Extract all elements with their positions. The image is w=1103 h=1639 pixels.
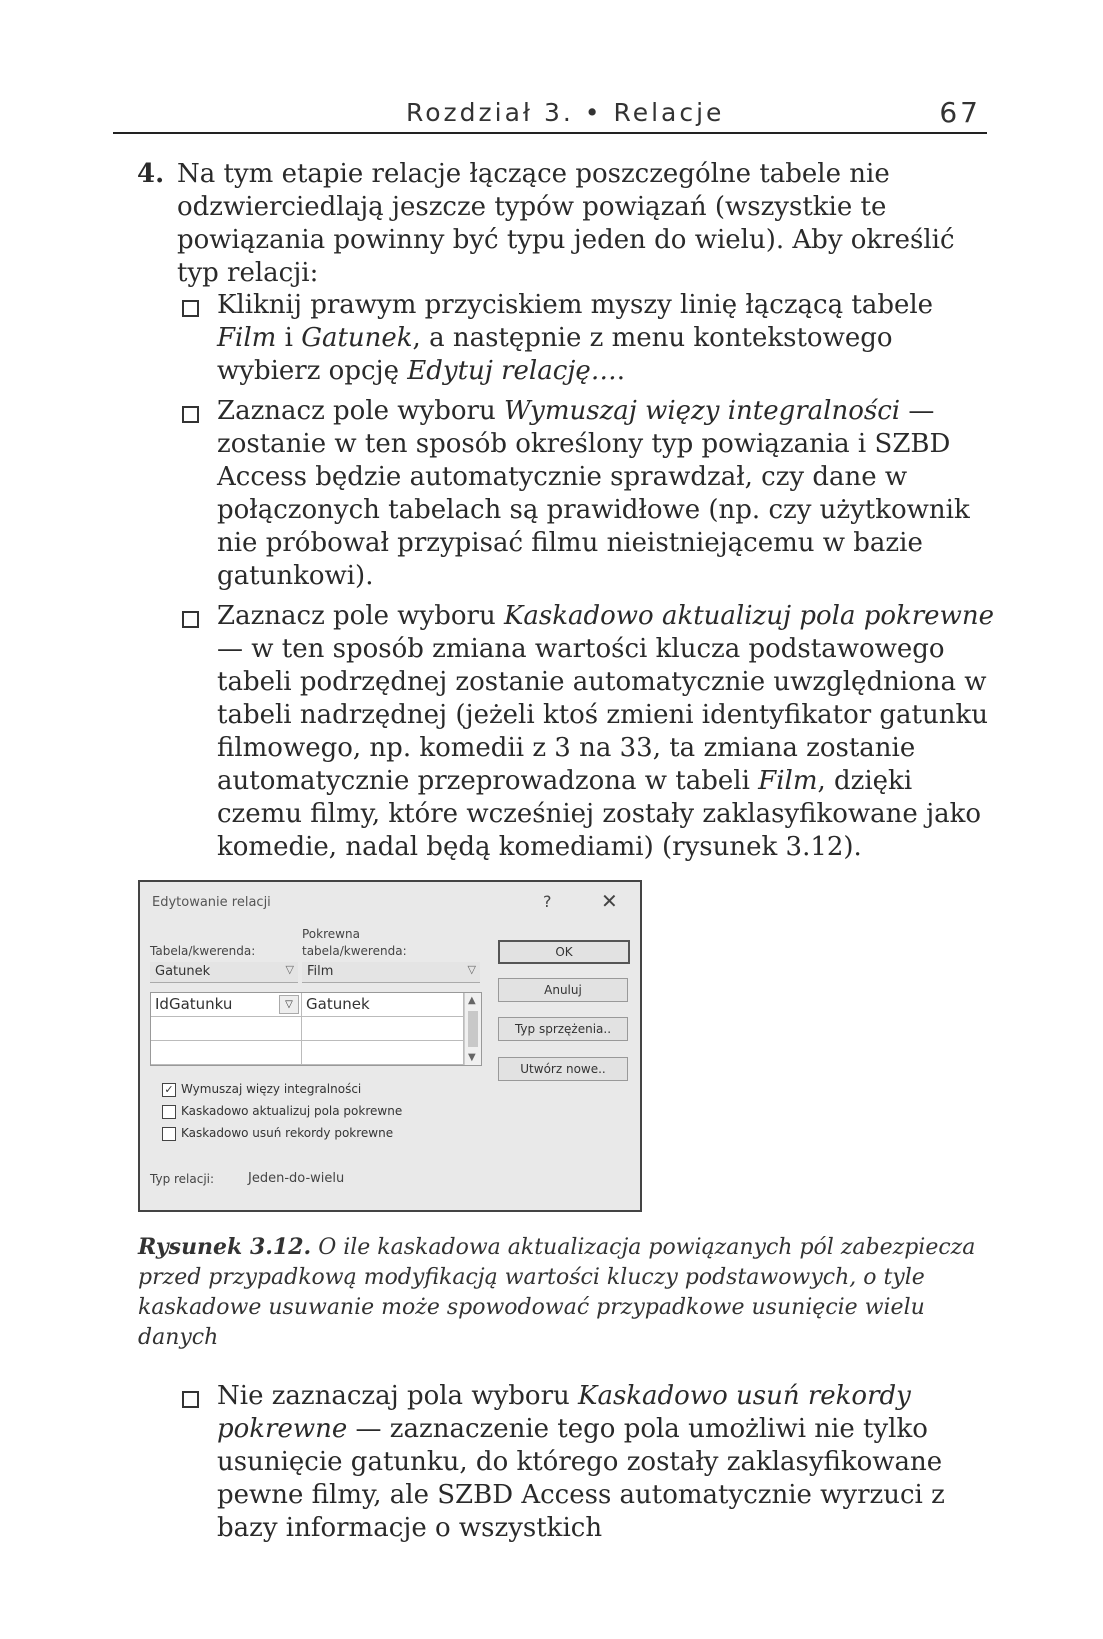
figure-caption bbox=[138, 1232, 978, 1353]
running-header bbox=[113, 96, 987, 134]
checkbox-bullet-icon bbox=[182, 406, 199, 423]
caption-text: O ile kaskadowa aktualizacja powiązanych pól zabezpiecza przed przypadkową modyfikacją wartości kluczy podstawowych, o tyle kaskadowe usuwanie może spowodować przypadkowe usunięcie wielu danych bbox=[138, 1235, 976, 1350]
bullet-list bbox=[180, 289, 995, 871]
field-right-cell[interactable]: Gatunek bbox=[302, 993, 464, 1017]
related-table-select[interactable]: Film ▽ bbox=[302, 962, 480, 983]
empty-cell[interactable] bbox=[151, 1041, 302, 1065]
bullet-item-4: Nie zaznaczaj pola wyboru Kaskadowo usuń rekordy pokrewne — zaznaczenie tego pola umożliwi nie tylko usunięcie gatunku, do którego zostały zaklasyfikowane pewne filmy, ale SZBD Access automatycznie wyrzuci z bazy informacje o wszystkich bbox=[180, 1380, 995, 1545]
cascade-update-checkbox[interactable]: Kaskadowo aktualizuj pola pokrewne bbox=[162, 1104, 402, 1119]
field-mapping-grid bbox=[150, 992, 482, 1066]
grid-scrollbar[interactable] bbox=[464, 993, 481, 1065]
bullet-item-3: Zaznacz pole wyboru Kaskadowo aktualizuj pola pokrewne — w ten sposób zmiana wartości klucza podstawowego tabeli podrzędnej zostanie automatycznie uwzględniona w tabeli nadrzędnej (jeżeli ktoś zmieni identyfikator gatunku filmowego, np. komedii z 3 na 33, ta zmiana zostanie automatycznie przeprowadzona w tabeli Film, dzięki czemu filmy, które wcześniej zostały zaklasyfikowane jako komedie, nadal będą komediami) (rysunek 3.12). bbox=[180, 600, 995, 864]
field-left-cell[interactable]: IdGatunku ▽ bbox=[151, 993, 302, 1017]
cancel-button[interactable]: Anuluj bbox=[498, 978, 628, 1002]
scroll-up-icon[interactable]: ▲ bbox=[468, 995, 476, 1006]
bullet-item-2: Zaznacz pole wyboru Wymuszaj więzy integralności — zostanie w ten sposób określony typ powiązania i SZBD Access będzie automatycznie sprawdzał, czy dane w połączonych tabelach są prawidłowe (np. czy użytkownik nie próbował przypisać filmu nieistniejącemu w bazie gatunkowi). bbox=[180, 395, 995, 593]
step-number: 4. bbox=[137, 159, 165, 189]
empty-cell[interactable] bbox=[151, 1017, 302, 1041]
help-icon[interactable]: ? bbox=[543, 892, 552, 911]
table-select[interactable]: Gatunek ▽ bbox=[150, 962, 298, 983]
bullet-item-1: Kliknij prawym przyciskiem myszy linię łączącą tabele Film i Gatunek, a następnie z menu kontekstowego wybierz opcję Edytuj relację…. bbox=[180, 289, 995, 388]
create-new-button[interactable]: Utwórz nowe.. bbox=[498, 1057, 628, 1081]
chevron-down-icon: ▽ bbox=[467, 963, 476, 976]
related-table-label-line1: Pokrewna bbox=[302, 927, 360, 941]
dialog-title: Edytowanie relacji bbox=[152, 895, 271, 910]
relation-type-value: Jeden-do-wielu bbox=[248, 1171, 345, 1186]
checkbox-bullet-icon bbox=[182, 1391, 199, 1408]
step-text: Na tym etapie relacje łączące poszczególne tabele nie odzwierciedlają jeszcze typów powiązań (wszystkie te powiązania powinny być typu jeden do wielu). Aby określić typ relacji: bbox=[177, 159, 955, 288]
related-table-label-line2: tabela/kwerenda: bbox=[302, 944, 407, 958]
checkbox-bullet-icon bbox=[182, 611, 199, 628]
chevron-down-icon: ▽ bbox=[285, 963, 294, 976]
close-icon[interactable]: ✕ bbox=[601, 889, 618, 913]
checkmark-icon[interactable]: ✓ bbox=[162, 1083, 176, 1097]
chapter-title: Rozdział 3. • Relacje bbox=[406, 98, 725, 127]
checkbox-bullet-icon bbox=[182, 300, 199, 317]
cascade-delete-checkbox[interactable]: Kaskadowo usuń rekordy pokrewne bbox=[162, 1126, 393, 1141]
table-query-label: Tabela/kwerenda: bbox=[150, 944, 256, 958]
step-4 bbox=[137, 158, 987, 290]
empty-cell[interactable] bbox=[302, 1041, 464, 1065]
ok-button[interactable]: OK bbox=[498, 940, 630, 964]
edit-relationship-dialog bbox=[138, 880, 642, 1212]
join-type-button[interactable]: Typ sprzężenia.. bbox=[498, 1017, 628, 1041]
chevron-down-icon[interactable]: ▽ bbox=[279, 995, 299, 1014]
enforce-integrity-checkbox[interactable]: ✓ Wymuszaj więzy integralności bbox=[162, 1082, 361, 1097]
scroll-down-icon[interactable]: ▼ bbox=[468, 1052, 476, 1063]
scroll-thumb[interactable] bbox=[468, 1011, 478, 1047]
relation-type-label: Typ relacji: bbox=[150, 1172, 215, 1186]
bullet-list-2 bbox=[180, 1380, 995, 1552]
caption-label: Rysunek 3.12. bbox=[138, 1234, 312, 1260]
empty-cell[interactable] bbox=[302, 1017, 464, 1041]
page-number: 67 bbox=[939, 96, 981, 129]
